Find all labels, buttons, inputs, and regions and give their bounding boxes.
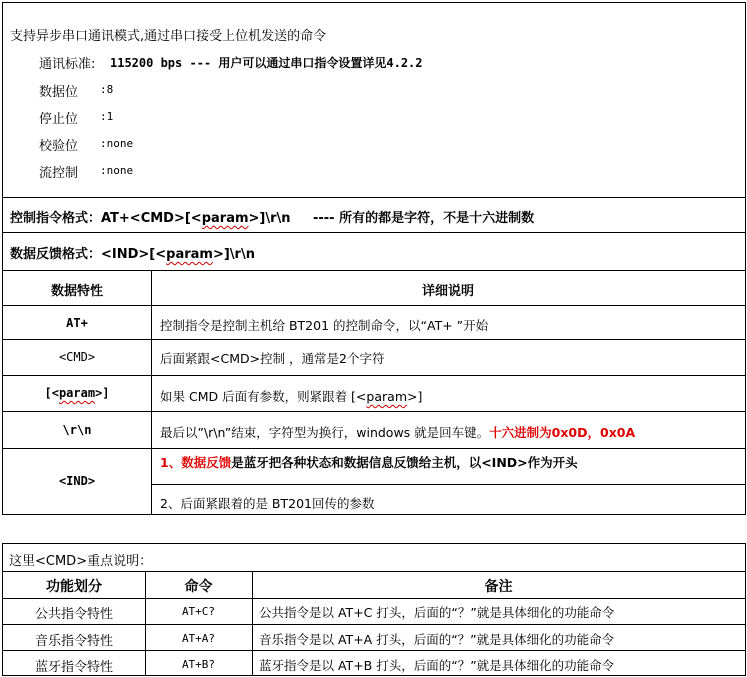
- feature-desc-param-suffix: >]: [407, 389, 423, 404]
- cmd-header-cmd: 命令: [184, 579, 213, 595]
- cmd-code-common: AT+C?: [181, 605, 216, 618]
- cmd-note-music: 音乐指令是以 AT+A 打头，后面的“？”就是具体细化的功能命令: [259, 632, 615, 647]
- feature-key-cmd: <CMD>: [58, 350, 96, 364]
- divider: [3, 375, 745, 376]
- param-label-parity: 校验位: [39, 139, 79, 154]
- baud-label: 通讯标准:: [39, 57, 96, 72]
- cmd-code-music: AT+A?: [181, 632, 216, 645]
- divider: [151, 484, 745, 485]
- feature-desc-cmd: 后面紧跟<CMD>控制 ，通常是2个字符: [160, 351, 385, 366]
- param-label-flow: 流控制: [39, 166, 79, 181]
- divider: [3, 624, 745, 625]
- divider: [3, 197, 745, 198]
- cmd-section-title: 这里<CMD>重点说明：: [9, 554, 153, 569]
- cmd-header-func: 功能划分: [46, 579, 102, 595]
- cmd-func-common: 公共指令特性: [34, 607, 113, 622]
- feature-desc-param-word: param: [366, 389, 407, 404]
- divider: [3, 598, 745, 599]
- feature-desc-param: [160, 387, 422, 405]
- param-label-stopbits: 停止位: [39, 112, 79, 127]
- divider: [3, 232, 745, 233]
- feedback-format-prefix: 数据反馈格式：<IND>[<: [10, 247, 167, 262]
- control-format-note: ---- 所有的都是字符，不是十六进制数: [313, 211, 535, 226]
- param-value-parity: :none: [100, 137, 134, 150]
- param-value-flow: :none: [100, 164, 134, 177]
- feedback-format-param: param: [166, 247, 213, 262]
- feature-key-param-suffix: >]: [95, 386, 110, 400]
- feature-desc-crlf-hex: 十六进制为0x0D，0x0A: [489, 425, 636, 440]
- cmd-note-common: 公共指令是以 AT+C 打头，后面的“？”就是具体细化的功能命令: [259, 605, 615, 620]
- control-format-prefix: 控制指令格式：AT+<CMD>[<: [10, 211, 202, 226]
- cmd-header-note: 备注: [484, 579, 513, 595]
- feature-desc-ind-2: 2、后面紧跟着的是 BT201回传的参数: [160, 496, 375, 511]
- feature-desc-crlf: [160, 423, 635, 441]
- feature-key-ind: <IND>: [58, 474, 96, 488]
- cmd-table-box: [2, 543, 746, 676]
- param-value-databits: :8: [100, 83, 114, 96]
- feature-key-param-prefix: [<: [44, 386, 59, 400]
- cmd-code-bluetooth: AT+B?: [181, 658, 216, 671]
- control-format-suffix: >]\r\n: [248, 211, 291, 226]
- feedback-format-suffix: >]\r\n: [212, 247, 255, 262]
- divider: [3, 339, 745, 340]
- divider: [3, 411, 745, 412]
- param-value-stopbits: :1: [100, 110, 114, 123]
- cmd-func-music: 音乐指令特性: [34, 634, 113, 649]
- divider: [3, 650, 745, 651]
- divider: [3, 270, 745, 271]
- feature-key-param: [3, 386, 151, 400]
- intro-title: 支持异步串口通讯模式,通过串口接受上位机发送的命令: [10, 29, 327, 44]
- feature-desc-ind-text: 是蓝牙把各种状态和数据信息反馈给主机，以<IND>作为开头: [231, 455, 578, 470]
- serial-spec-box: [2, 2, 746, 515]
- feature-desc-crlf-text: 最后以”\r\n”结束，字符型为换行，windows 就是回车键。: [160, 425, 490, 440]
- divider: [3, 448, 745, 449]
- cmd-note-bluetooth: 蓝牙指令是以 AT+B 打头，后面的“？”就是具体细化的功能命令: [259, 658, 615, 673]
- feature-desc-ind: [160, 453, 578, 471]
- baud-value: 115200 bps --- 用户可以通过串口指令设置详见4.2.2: [110, 56, 423, 70]
- feature-key-at: AT+: [66, 316, 88, 330]
- column-divider: [151, 270, 152, 515]
- feature-key-param-word: param: [58, 386, 96, 400]
- feature-desc-at: 控制指令是控制主机给 BT201 的控制命令，以“AT+ ”开始: [160, 318, 489, 333]
- feature-header-desc: 详细说明: [421, 284, 474, 299]
- feature-desc-param-prefix: 如果 CMD 后面有参数，则紧跟着 [<: [160, 389, 367, 404]
- feature-header-key: 数据特性: [50, 284, 103, 299]
- feedback-format-line: [10, 243, 255, 262]
- divider: [3, 571, 745, 572]
- control-format-param: param: [201, 211, 249, 226]
- feature-key-crlf: \r\n: [62, 423, 92, 437]
- control-format-line: [10, 207, 291, 226]
- cmd-func-bluetooth: 蓝牙指令特性: [34, 660, 113, 675]
- param-label-databits: 数据位: [39, 85, 79, 100]
- divider: [3, 305, 745, 306]
- feature-desc-ind-label: 1、数据反馈: [160, 455, 232, 470]
